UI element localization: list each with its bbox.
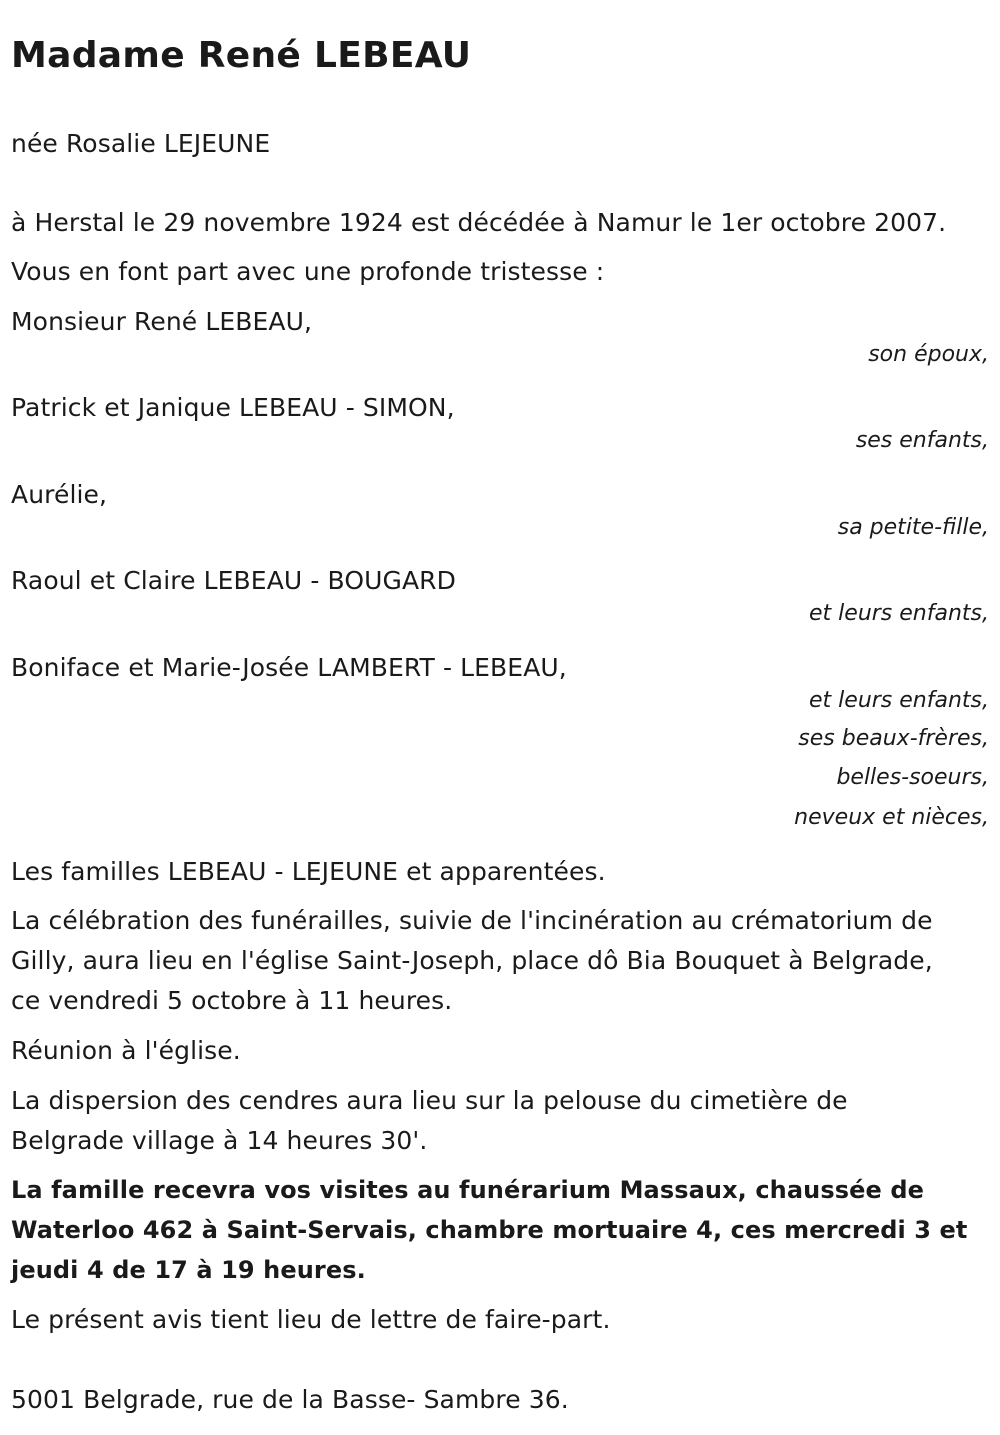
family-member-relation: belles-soeurs, — [836, 765, 989, 790]
family-member-relation: et leurs enfants, — [809, 601, 989, 626]
family-member-relation: ses enfants, — [855, 428, 989, 453]
dispersion-line: La dispersion des cendres aura lieu sur la pelouse du cimetière de — [11, 1086, 848, 1115]
family-member-name: Monsieur René LEBEAU, — [11, 307, 313, 336]
intro-line: Vous en font part avec une profonde tristesse : — [11, 257, 605, 286]
page-title: Madame René LEBEAU — [11, 35, 472, 76]
birth-name: née Rosalie LEJEUNE — [11, 129, 271, 158]
family-member-relation: sa petite-fille, — [837, 515, 989, 540]
dispersion-line: Belgrade village à 14 heures 30'. — [11, 1126, 428, 1155]
ceremony-line: Gilly, aura lieu en l'église Saint-Joseph, place dô Bia Bouquet à Belgrade, — [11, 946, 933, 975]
family-member-relation: ses beaux-frères, — [798, 726, 989, 751]
family-member-relation: son époux, — [868, 342, 989, 367]
notice-line: Le présent avis tient lieu de lettre de faire-part. — [11, 1305, 611, 1334]
family-member-relation: et leurs enfants, — [809, 688, 989, 713]
address-line: 5001 Belgrade, rue de la Basse- Sambre 36. — [11, 1385, 569, 1414]
families-line: Les familles LEBEAU - LEJEUNE et apparentées. — [11, 857, 606, 886]
family-member-name: Aurélie, — [11, 480, 108, 509]
visits-line: La famille recevra vos visites au funérarium Massaux, chaussée de — [11, 1176, 924, 1204]
family-member-relation: neveux et nièces, — [794, 805, 989, 830]
visits-line: Waterloo 462 à Saint-Servais, chambre mortuaire 4, ces mercredi 3 et — [11, 1216, 968, 1244]
birth-death-line: à Herstal le 29 novembre 1924 est décédée à Namur le 1er octobre 2007. — [11, 208, 947, 237]
family-member-name: Patrick et Janique LEBEAU - SIMON, — [11, 393, 455, 422]
family-member-name: Raoul et Claire LEBEAU - BOUGARD — [11, 566, 456, 595]
visits-line: jeudi 4 de 17 à 19 heures. — [11, 1256, 366, 1284]
meeting-line: Réunion à l'église. — [11, 1036, 241, 1065]
family-member-name: Boniface et Marie-Josée LAMBERT - LEBEAU, — [11, 653, 567, 682]
ceremony-line: ce vendredi 5 octobre à 11 heures. — [11, 986, 453, 1015]
ceremony-line: La célébration des funérailles, suivie de l'incinération au crématorium de — [11, 906, 933, 935]
